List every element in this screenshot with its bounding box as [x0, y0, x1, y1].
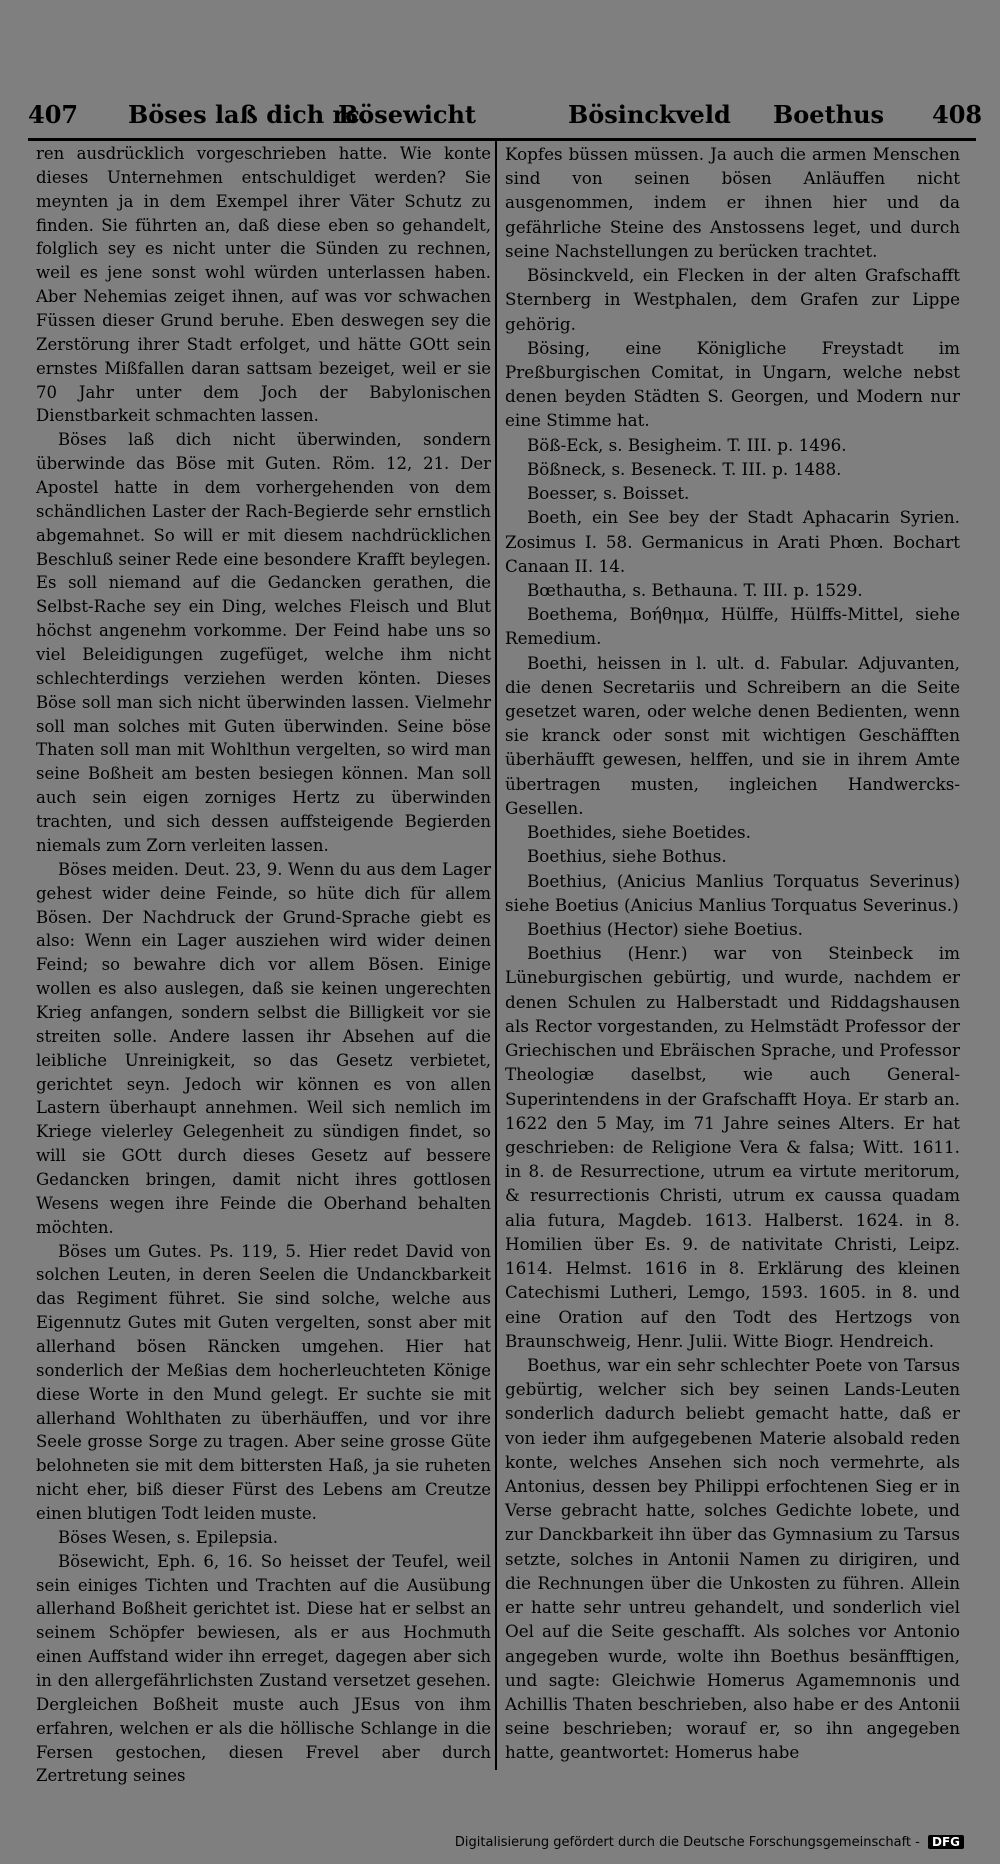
left-paragraph: Bösewicht, Eph. 6, 16. So heisset der Teufel, weil sein einiges Tichten und Trachten auf die Ausübung allerhand Boßheit gerichtet ist. Diese hat er selbst an seinem Schöpfer bewiesen, als er aus Hochmuth einen Auffstand wider ihn erreget, dagegen aber sich in den allergefährlichsten Zustand versetzet gesehen. Dergleichen Boßheit muste auch JEsus von ihm erfahren, welchen er als die höllische Schlange in die Fersen gestochen, diesen Frevel aber durch Zertretung seines: [36, 1551, 491, 1786]
left-column: [36, 142, 491, 1788]
right-paragraph: Boethides, siehe Boetides.: [527, 822, 751, 843]
right-paragraph: Boethius (Henr.) war von Steinbeck im Lüneburgischen gebürtig, und wurde, nachdem er denen Schulen zu Halberstadt und Riddagshausen als Rector vorgestanden, zu Helmstädt Professor der Griechischen und Ebräischen Sprache, und Professor Theologiæ daselbst, wie auch General-Superintendens in der Grafschafft Hoya. Er starb an. 1622 den 5 May, im 71 Jahre seines Alters. Er hat geschrieben: de Religione Vera & falsa; Witt. 1611. in 8. de Resurrectione, utrum ea virtute meritorum, & resurrectionis Christi, utrum ex caussa quadam alia futura, Magdeb. 1613. Halberst. 1624. in 8. Homilien über Es. 9. de nativitate Christi, Leipz. 1614. Helmst. 1616 in 8. Erklärung des kleinen Catechismi Lutheri, Lemgo, 1593. 1605. in 8. und eine Oration auf den Todt des Hertzogs von Braunschweig, Henr. Julii. Witte Biogr. Hendreich.: [505, 943, 960, 1351]
right-paragraph: Boesser, s. Boisset.: [527, 483, 690, 504]
right-paragraph: Boethema, Βοήθημα, Hülffe, Hülffs-Mittel, siehe Remedium.: [505, 604, 960, 649]
left-paragraph: Böses laß dich nicht überwinden, sondern überwinde das Böse mit Guten. Röm. 12, 21. Der Apostel hatte in dem vorhergehenden von dem schändlichen Laster der Rach-Begierde sehr ernstlich abgemahnet. So will er mit diesem nachdrücklichen Beschluß seiner Rede eine besondere Krafft beylegen. Es soll niemand auf die Gedancken gerathen, die Selbst-Rache sey ein Ding, welches Fleisch und Blut höchst angenehm vorkomme. Der Feind habe uns so viel Beleidigungen zugefüget, welche ihm nicht schlechterdings verziehen werden könten. Dieses Böse soll man sich nicht überwinden lassen. Vielmehr soll man solches mit Guten überwinden. Seine böse Thaten soll man mit Wohlthun vergelten, so wird man seine Boßheit am besten besiegen können. Man soll auch sein eigen zorniges Hertz zu überwinden trachten, und sich dessen auffsteigende Begierden niemals zum Zorn verleiten lassen.: [36, 430, 491, 855]
left-paragraph: Böses Wesen, s. Epilepsia.: [58, 1527, 279, 1547]
right-paragraph: Boethius, (Anicius Manlius Torquatus Severinus) siehe Boetius (Anicius Manlius Torquatus Severinus.): [505, 870, 960, 915]
running-title-far-right: Boethus: [773, 100, 885, 129]
running-header: [28, 100, 983, 136]
right-paragraph: Kopfes büssen müssen. Ja auch die armen Menschen sind von seinen bösen Anläuffen nicht ausgenommen, indem er ihnen hier und da gefährliche Steine des Anstossens leget, und durch seine Nachstellungen zu berücken trachtet.: [505, 144, 960, 261]
right-paragraph: Böß-Eck, s. Besigheim. T. III. p. 1496.: [527, 434, 847, 455]
right-paragraph: Boethus, war ein sehr schlechter Poete von Tarsus gebürtig, welcher sich bey seinen Lands-Leuten sonderlich dadurch beliebt gemacht hatte, daß er von ieder ihm aufgegebenen Materie alsobald reden konte, welches Ansehen sich noch vermehrte, als Antonius, dessen bey Philippi erfochtenen Sieg er in Verse gebracht hatte, solches Gedichte lobete, und zur Danckbarkeit ihn über das Gymnasium zu Tarsus setzte, solches in Antonii Namen zu dirigiren, und die Rechnungen über die Unkosten zu führen. Allein er hatte sehr untreu gehandelt, und sonderlich viel Oel auf die Seite geschafft. Als solches vor Antonio angegeben wurde, wolte ihn Boethus besänfftigen, und sagte: Gleichwie Homerus Agamemnonis und Achillis Thaten beschrieben, also habe er des Antonii seine beschrieben; worauf er, so ihn angegeben hatte, geantwortet: Homerus habe: [505, 1354, 960, 1763]
running-title-right: Bösinckveld: [568, 100, 731, 129]
running-title-mid: Bösewicht: [338, 100, 476, 129]
page-number-left: 407: [28, 100, 79, 129]
page-number-right: 408: [932, 100, 983, 129]
right-paragraph: Boeth, ein See bey der Stadt Aphacarin Syrien. Zosimus I. 58. Germanicus in Arati Phœn. Bochart Canaan II. 14.: [505, 507, 960, 576]
digitization-footer: [455, 1835, 964, 1850]
column-divider: [495, 140, 497, 1770]
header-rule: [28, 138, 976, 141]
right-paragraph: Bößneck, s. Beseneck. T. III. p. 1488.: [527, 458, 842, 479]
right-paragraph: Bösinckveld, ein Flecken in der alten Grafschafft Sternberg in Westphalen, dem Grafen zur Lippe gehörig.: [505, 265, 960, 334]
right-paragraph: Bœthautha, s. Bethauna. T. III. p. 1529.: [527, 579, 863, 600]
dfg-logo: DFG: [928, 1835, 964, 1849]
left-paragraph: Böses um Gutes. Ps. 119, 5. Hier redet David von solchen Leuten, in deren Seelen die Undanckbarkeit das Regiment führet. Sie sind solche, welche aus Eigennutz Gutes mit Guten vergelten, sonst aber mit allerhand bösen Räncken umgehen. Hier hat sonderlich der Meßias dem hocherleuchteten Könige diese Worte in den Mund gelegt. Er suchte sie mit allerhand Wohlthaten zu überhäuffen, und vor ihre Seele grosse Sorge zu tragen. Aber seine grosse Güte belohneten sie mit dem bittersten Haß, ja sie ruheten nicht eher, biß dieser Fürst des Lebens am Creutze einen blutigen Todt leiden muste.: [36, 1241, 491, 1523]
running-title-left: Böses laß dich rc.: [128, 100, 369, 129]
right-paragraph: Bösing, eine Königliche Freystadt im Preßburgischen Comitat, in Ungarn, welche nebst denen beyden Städten S. Georgen, und Modern nur eine Stimme hat.: [505, 337, 960, 431]
right-paragraph: Boethius, siehe Bothus.: [527, 846, 727, 867]
right-paragraph: Boethius (Hector) siehe Boetius.: [527, 919, 803, 939]
left-paragraph: Böses meiden. Deut. 23, 9. Wenn du aus dem Lager gehest wider deine Feinde, so hüte dich für allem Bösen. Der Nachdruck der Grund-Sprache giebt es also: Wenn ein Lager ausziehen wird wider deinen Feind; so bewahre dich vor allem Bösen. Einige wollen es also auslegen, daß sie keinen ungerechten Krieg anfangen, sondern selbst die Billigkeit vor sie streiten solle. Andere lassen ihr Absehen auf die leibliche Unreinigkeit, so das Gesetz verbietet, gerichtet seyn. Jedoch wir können es von allen Lastern überhaupt annehmen. Weil sich nemlich im Kriege vielerley Gelegenheit zu sündigen findet, so will sie GOtt durch dieses Gesetz auf bessere Gedancken bringen, damit nicht ihres gottlosen Wesens wegen ihre Feinde die Oberhand behalten möchten.: [36, 859, 491, 1237]
footer-credit: Digitalisierung gefördert durch die Deutsche Forschungsgemeinschaft -: [454, 1835, 920, 1850]
right-paragraph: Boethi, heissen in l. ult. d. Fabular. Adjuvanten, die denen Secretariis und Schreibern an die Seite gesetzet waren, oder welche denen Bedienten, wenn sie kranck oder sonst mit wichtigen Geschäfften überhäufft gewesen, helffen, und sie in ihrem Amte übertragen musten, ingleichen Handwercks-Gesellen.: [505, 652, 960, 818]
left-paragraph: ren ausdrücklich vorgeschrieben hatte. Wie konte dieses Unternehmen entschuldiget werden? Sie meynten ja in dem Exempel ihrer Väter Schutz zu finden. Sie führten an, daß diese eben so gehandelt, folglich sey es nicht unter die Sünden zu rechnen, weil es jene sonst wohl würden unterlassen haben. Aber Nehemias zeiget ihnen, auf was vor schwachen Füssen dieser Grund beruhe. Eben deswegen sey die Zerstörung ihrer Stadt erfolget, und hätte GOtt sein ernstes Mißfallen daran sattsam bezeiget, weil er sie 70 Jahr unter dem Joch der Babylonischen Dienstbarkeit schmachten lassen.: [36, 144, 491, 426]
right-column: [505, 142, 960, 1765]
